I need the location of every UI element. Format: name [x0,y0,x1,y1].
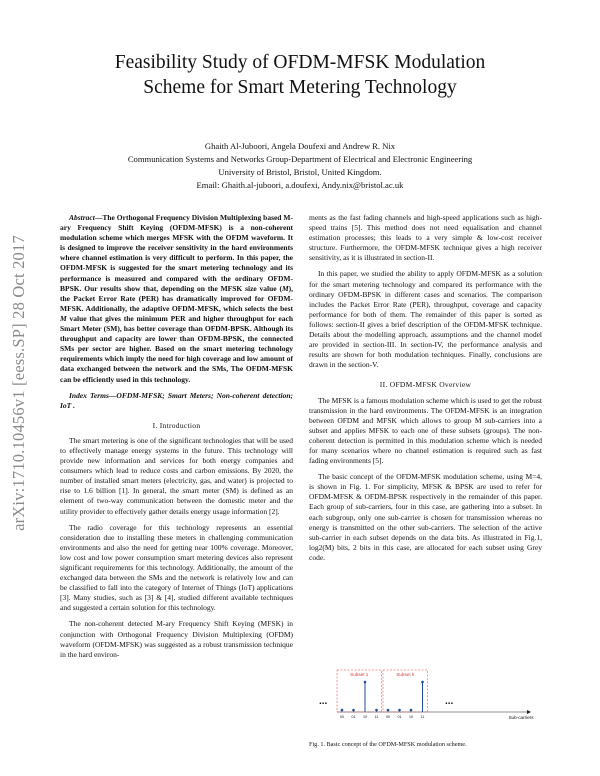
left-column [60,213,293,666]
arxiv-watermark [8,195,30,570]
subset-1-label: Subset 1 [350,672,369,677]
affiliation: Communication Systems and Networks Group-Department of Electrical and Electronic Engineering [127,154,473,164]
bit-label-5: 00 [386,715,390,719]
subcarrier-marker-4 [375,709,378,712]
email: Email: Ghaith.al-juboori, a.doufexi, Andy.nix@bristol.ac.uk [196,180,404,190]
body-paragraph-3: The MFSK is a famous modulation scheme which is used to get the robust transmission in the hard environments. The OFDM-MFSK is an integration between OFDM and MFSK which allows to group M sub-carriers into a subset and applies MFSK to each one of these subsets (groups). The non-coherent detection is permitted in this modulation scheme which is needed for many scenarios where no channel estimation is required such as fast fading environments [5]. [309,395,542,466]
subcarrier-marker-2 [352,709,355,712]
intro-paragraph-1: The smart metering is one of the significant technologies that will be used to effectively manage energy systems in the future. This technology will provide new information and services for both energy companies and consumers which lead to reduce costs and carbon emissions. By 2020, the number of installed smart meters (electricity, gas, and water) is projected to rise to 1.6 billion [1]. In general, the smart meter (SM) is defined as an element of two-way communication between the domestic meter and the utility provider to effectively gather details energy usage information [2]. [60,435,293,516]
intro-paragraph-2: The radio coverage for this technology represents an essential consideration due to installing these meters in challenging communication environments and also the need for getting near 100% coverage. Moreover, low cost and low power consumption smart metering devices also represent significant requirements for this technology. Additionally, the amount of the exchanged data between the SMs and the network is relatively low and can be classified to fall into the category of Internet of Things (IoT) applications [3]. Many studies, such as [3] & [4], studied different available techniques and suggested a certain solution for this technology. [60,522,293,613]
bit-label-7: 10 [409,715,413,719]
authors: Ghaith Al-Juboori, Angela Doufexi and Andrew R. Nix [204,141,396,151]
subset-k-label: Subset k [396,672,415,677]
bit-label-6: 01 [397,715,402,719]
right-column [309,213,542,569]
subcarrier-marker-7 [410,709,413,712]
bit-label-3: 10 [363,715,367,719]
bit-label-1: 00 [340,715,344,719]
axis-label: Sub-carriers [508,715,534,720]
section-heading-introduction: I. Introduction [152,420,201,430]
subcarrier-marker-5 [387,709,390,712]
title-line-2: Scheme for Smart Metering Technology [143,77,457,98]
title-line-1: Feasibility Study of OFDM-MFSK Modulation [114,52,486,73]
university: University of Bristol, Bristol, United Kingdom. [218,167,382,177]
paper-title [60,50,540,100]
figure-1-diagram [309,664,542,724]
section-heading-overview: II. OFDM-MFSK Overview [379,380,472,390]
left-ellipsis: ... [319,696,328,707]
bit-label-2: 01 [351,715,356,719]
author-block [60,140,540,192]
right-ellipsis: ... [445,696,454,707]
axis-arrow [527,710,531,714]
body-paragraph-1: ments as the fast fading channels and high-speed applications such as high-speed trains [5]. This method does not need equalisation and channel estimation processes; this leads to a very simple & low-cost receiver structure. Furthermore, the OFDM-MFSK technique gives a high receiver sensitivity, as it is illustrated in section-II. [309,213,542,263]
abstract: Abstract—The Orthogonal Frequency Division Multiplexing based M-ary Frequency Shift Keying (OFDM-MFSK) is a non-coherent modulation scheme which merges MFSK with the OFDM waveform. It is designed to improve the receiver sensitivity in the hard environments where channel estimation is very difficult to perform. In this paper, the OFDM-MFSK is suggested for the smart metering technology and its performance is measured and compared with the ordinary OFDM-BPSK. Our results show that, depending on the MFSK size value (M), the Packet Error Rate (PER) has dramatically improved for OFDM-MFSK. Additionally, the adaptive OFDM-MFSK, which selects the best M value that gives the minimum PER and higher throughput for each Smart Meter (SM), has better coverage than OFDM-BPSK. Although its throughput and capacity are lower than OFDM-BPSK, the connected SMs per sector are higher. Based on the smart metering technology requirements which imply the need for high coverage and low amount of data exchanged between the network and the SMs, The OFDM-MFSK can be efficiently used in this technology. [60,213,293,384]
body-paragraph-2: In this paper, we studied the ability to apply OFDM-MFSK as a solution for the smart metering technology and compared its performance with the ordinary OFDM-BPSK in different cases and scenarios. The comparison includes the Packet Error Rate (PER), throughput, coverage and capacity performance for both of them. The remainder of this paper is sorted as follows: section-II gives a brief description of the OFDM-MFSK technique. Details about the modelling approach, assumptions and the channel model are provided in section-III. In section-IV, the performance analysis and results are shown for both modulation techniques. Finally, conclusions are drawn in the section-V. [309,269,542,370]
bit-label-4: 11 [374,715,379,719]
subcarrier-marker-6 [398,709,401,712]
subcarrier-marker-1 [341,709,344,712]
intro-paragraph-3: The non-coherent detected M-ary Frequency Shift Keying (MFSK) in conjunction with Orthogonal Frequency Division Multiplexing (OFDM) waveform (OFDM-MFSK) was suggested as a robust transmission technique in the hard environ- [60,619,293,659]
body-paragraph-4: The basic concept of the OFDM-MFSK modulation scheme, using M=4, is shown in Fig. 1. For simplicity, MFSK & BPSK are used to refer for OFDM-MFSK & OFDM-BPSK respectively in the remainder of this paper. Each group of sub-carriers, four in this case, are gathering into a subset. In each subgroup, only one sub-carrier is chosen for transmission whereas no energy is transmitted on the other sub-carriers. The selection of the active sub-carrier in each subset depends on the data bits. As illustrated in Fig.1, log2(M) bits, 2 bits in this case, are allocated for each subset using Grey code. [309,472,542,562]
arxiv-id: arXiv:1710.10456v1 [eess.SP] 28 Oct 2017 [9,234,28,531]
abstract-label: Abstract [69,213,95,222]
index-terms: Index Terms—OFDM-MFSK; Smart Meters; Non-coherent detection; IoT . [60,390,293,410]
subcarrier-marker-3 [364,681,367,684]
bit-label-8: 11 [420,715,425,719]
subcarrier-marker-8 [421,681,424,684]
figure-caption: Fig. 1. Basic concept of the OFDM-MFSK modulation scheme. [309,741,467,748]
